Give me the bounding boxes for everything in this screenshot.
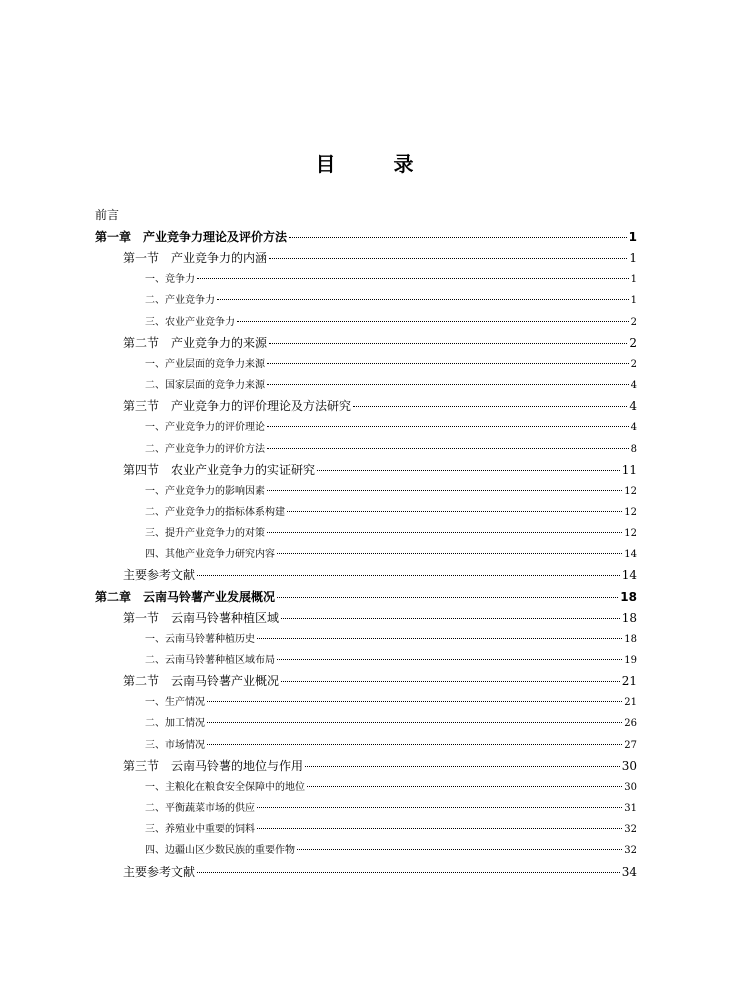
toc-entry-title: 三、提升产业竞争力的对策 (145, 528, 265, 540)
toc-entry-title: 第一章 产业竞争力理论及评价方法 (95, 230, 288, 244)
toc-entry-title: 一、竞争力 (145, 274, 195, 286)
toc-entry-title: 第一节 云南马铃薯种植区域 (123, 610, 280, 625)
toc-dot-leader (267, 532, 622, 533)
toc-entry-title: 三、市场情况 (145, 739, 205, 751)
toc-dot-leader (277, 597, 618, 598)
title-right-char: 录 (393, 152, 414, 176)
toc-section-entry[interactable] (123, 863, 637, 880)
toc-dot-leader (267, 363, 629, 364)
toc-dot-leader (197, 872, 620, 873)
toc-entry-page-number: 18 (621, 610, 637, 625)
toc-entry-title: 二、产业竞争力 (145, 295, 215, 307)
toc-dot-leader (297, 849, 622, 850)
toc-entry-title: 第四节 农业产业竞争力的实证研究 (123, 462, 316, 477)
toc-entry-page-number: 18 (620, 589, 637, 604)
toc-entry-page-number: 30 (621, 758, 637, 773)
toc-subsection-entry[interactable] (145, 418, 637, 433)
toc-entry-title: 二、云南马铃薯种植区域布局 (145, 655, 275, 666)
toc-subsection-entry[interactable] (145, 651, 637, 666)
toc-subsection-entry[interactable] (145, 355, 637, 370)
toc-subsection-entry[interactable] (145, 524, 637, 539)
toc-dot-leader (269, 258, 627, 259)
toc-entry-title: 第三节 云南马铃薯的地位与作用 (123, 758, 304, 773)
toc-entry-page-number: 1 (628, 230, 637, 244)
toc-entry-page-number: 1 (629, 251, 637, 266)
toc-chapter-entry[interactable] (95, 588, 637, 605)
toc-entry-title: 一、产业竞争力的影响因素 (145, 485, 265, 497)
toc-subsection-entry[interactable] (145, 693, 637, 708)
toc-dot-leader (281, 681, 620, 682)
toc-entry-title: 第二章 云南马铃薯产业发展概况 (95, 589, 276, 604)
page-title (0, 148, 729, 177)
toc-dot-leader (305, 766, 620, 767)
toc-entry-title: 一、云南马铃薯种植历史 (145, 633, 255, 645)
toc-entry-page-number: 21 (624, 697, 637, 709)
toc-dot-leader (217, 299, 629, 300)
toc-subsection-entry[interactable] (145, 313, 637, 328)
toc-entry-title: 第三节 产业竞争力的评价理论及方法研究 (123, 399, 352, 414)
toc-entry-title: 一、产业层面的竞争力来源 (145, 358, 265, 370)
toc-dot-leader (269, 343, 627, 344)
toc-subsection-entry[interactable] (145, 291, 637, 306)
toc-subsection-entry[interactable] (145, 440, 637, 455)
toc-entry-page-number: 30 (624, 781, 637, 793)
toc-entry-title: 二、产业竞争力的指标体系构建 (145, 506, 285, 518)
toc-dot-leader (197, 278, 629, 279)
toc-entry-page-number: 2 (630, 316, 637, 328)
toc-entry-title: 主要参考文献 (123, 864, 196, 879)
toc-entry-page-number: 12 (624, 506, 637, 518)
toc-entry-page-number: 27 (624, 739, 637, 751)
toc-entry-title: 二、加工情况 (145, 718, 205, 730)
toc-entry-title: 二、国家层面的竞争力来源 (145, 380, 265, 392)
toc-subsection-entry[interactable] (145, 778, 637, 793)
toc-entry-title: 第二节 云南马铃薯产业概况 (123, 674, 280, 689)
toc-entry-page-number: 8 (630, 443, 637, 455)
toc-section-entry[interactable] (123, 461, 637, 478)
toc-chapter-entry[interactable] (95, 228, 637, 245)
toc-subsection-entry[interactable] (145, 482, 637, 497)
toc-entry-page-number: 14 (624, 549, 637, 561)
toc-entry-title: 二、产业竞争力的评价方法 (145, 443, 265, 455)
toc-subsection-entry[interactable] (145, 736, 637, 751)
toc-section-entry[interactable] (123, 249, 637, 266)
title-left-char: 目 (315, 152, 336, 176)
toc-subsection-entry[interactable] (145, 630, 637, 645)
toc-entry-title: 第二节 产业竞争力的来源 (123, 335, 268, 350)
toc-entry-page-number: 12 (624, 485, 637, 497)
toc-entry-page-number: 32 (624, 845, 637, 857)
toc-entry-page-number: 31 (624, 803, 637, 815)
toc-subsection-entry[interactable] (145, 841, 637, 856)
toc-dot-leader (257, 828, 622, 829)
toc-dot-leader (281, 618, 620, 619)
toc-dot-leader (353, 406, 627, 407)
toc-subsection-entry[interactable] (145, 799, 637, 814)
toc-entry-page-number: 14 (621, 568, 637, 583)
toc-entry-page-number: 32 (624, 824, 637, 836)
toc-entry-title: 主要参考文献 (123, 568, 196, 583)
toc-entry-page-number: 2 (629, 335, 637, 350)
toc-entry-page-number: 11 (621, 462, 637, 477)
toc-entry-page-number: 4 (630, 422, 637, 434)
toc-entry-title: 四、其他产业竞争力研究内容 (145, 549, 275, 561)
toc-entry-title: 第一节 产业竞争力的内涵 (123, 251, 268, 266)
toc-dot-leader (207, 701, 622, 702)
toc-section-entry[interactable] (123, 397, 637, 414)
toc-entry-page-number: 4 (629, 399, 637, 414)
toc-entry-page-number: 26 (624, 718, 637, 730)
toc-entry-title: 二、平衡蔬菜市场的供应 (145, 803, 255, 815)
toc-entry-page-number: 12 (624, 528, 637, 540)
toc-entry-title: 三、养殖业中重要的饲料 (145, 824, 255, 836)
toc-entry-page-number: 1 (630, 295, 637, 307)
toc-subsection-entry[interactable] (145, 503, 637, 518)
toc-dot-leader (307, 786, 622, 787)
toc-dot-leader (207, 722, 622, 723)
toc-subsection-entry[interactable] (145, 820, 637, 835)
toc-subsection-entry[interactable] (145, 714, 637, 729)
toc-entry-title: 一、主粮化在粮食安全保障中的地位 (145, 781, 305, 793)
toc-subsection-entry[interactable] (145, 376, 637, 391)
toc-section-entry[interactable] (123, 609, 637, 626)
toc-dot-leader (207, 744, 622, 745)
toc-entry-page-number: 4 (630, 380, 637, 392)
toc-dot-leader (267, 384, 629, 385)
toc-dot-leader (267, 426, 629, 427)
toc-dot-leader (257, 638, 622, 639)
toc-entry-page-number: 1 (630, 274, 637, 286)
toc-section-entry[interactable] (123, 757, 637, 774)
toc-dot-leader (257, 807, 622, 808)
toc-dot-leader (237, 321, 629, 322)
toc-dot-leader (287, 511, 622, 512)
toc-section-entry[interactable] (123, 334, 637, 351)
toc-entry-page-number: 21 (621, 674, 637, 689)
toc-dot-leader (267, 448, 629, 449)
toc-entry-page-number: 34 (621, 864, 637, 879)
toc-entry-page-number: 19 (624, 655, 637, 666)
toc-dot-leader (277, 659, 622, 660)
toc-entry-title: 一、产业竞争力的评价理论 (145, 422, 265, 434)
toc-dot-leader (317, 470, 620, 471)
toc-entry-page-number: 18 (624, 633, 637, 645)
toc-dot-leader (277, 553, 622, 554)
toc-entry-title: 一、生产情况 (145, 697, 205, 709)
toc-dot-leader (267, 490, 622, 491)
preface-entry[interactable]: 前言 (95, 208, 120, 222)
toc-subsection-entry[interactable] (145, 270, 637, 285)
toc-section-entry[interactable] (123, 672, 637, 689)
toc-subsection-entry[interactable] (145, 545, 637, 560)
toc-dot-leader (289, 237, 627, 238)
toc-section-entry[interactable] (123, 566, 637, 583)
toc-entry-title: 三、农业产业竞争力 (145, 316, 235, 328)
toc-entry-page-number: 2 (630, 358, 637, 370)
toc-dot-leader (197, 575, 620, 576)
toc-entry-title: 四、边疆山区少数民族的重要作物 (145, 845, 295, 857)
